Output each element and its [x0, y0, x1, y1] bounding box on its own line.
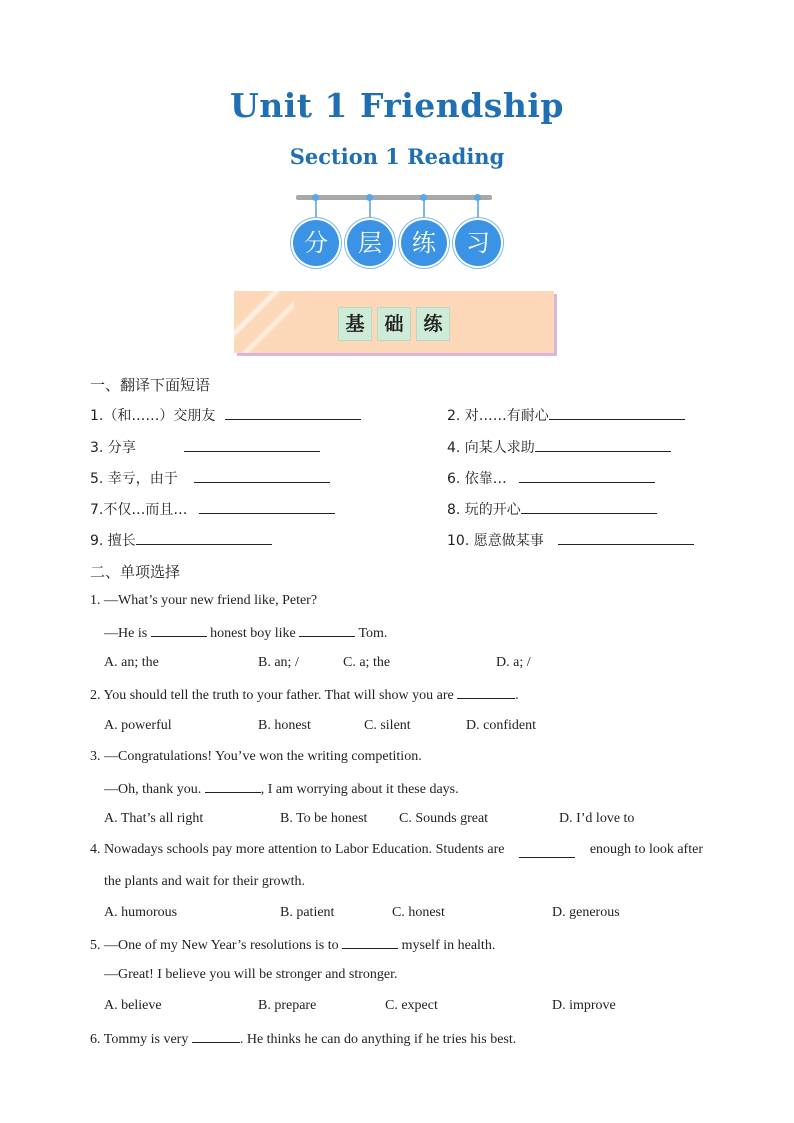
option-d[interactable]: D. improve — [552, 998, 616, 1013]
option-d[interactable]: D. a; / — [496, 655, 531, 670]
option-c[interactable]: C. a; the — [343, 655, 391, 670]
answer-blank[interactable] — [299, 624, 355, 637]
q2-text: 2. You should tell the truth to your father. That will show you are — [90, 688, 454, 703]
phrase-item — [447, 499, 657, 519]
phrase-item — [90, 530, 272, 550]
phrase-item — [447, 468, 655, 488]
answer-blank[interactable] — [192, 1030, 240, 1043]
badge-pin-dot — [366, 194, 373, 201]
phrase-label: 5. 幸亏，由于 — [90, 471, 178, 487]
question-1-line2 — [104, 624, 387, 642]
phrase-item — [90, 405, 361, 425]
badge-fen: 分 — [293, 220, 339, 266]
option-a[interactable]: A. believe — [104, 998, 162, 1013]
question-4-line2: the plants and wait for their growth. — [104, 874, 306, 889]
q5-text-b: myself in health. — [401, 938, 496, 953]
answer-blank[interactable] — [521, 501, 657, 514]
phrase-item — [90, 437, 320, 457]
badge-pin-dot — [420, 194, 427, 201]
answer-blank[interactable] — [457, 686, 515, 699]
option-b[interactable]: B. To be honest — [280, 811, 368, 826]
phrase-label: 7.不仅…而且… — [90, 502, 188, 518]
question-3-line2 — [104, 780, 459, 798]
option-c[interactable]: C. Sounds great — [399, 811, 489, 826]
q6-text-a: 6. Tommy is very — [90, 1032, 189, 1047]
option-b[interactable]: B. an; / — [258, 655, 299, 670]
phrase-item — [90, 499, 335, 519]
option-b[interactable]: B. prepare — [258, 998, 317, 1013]
question-5-stem — [90, 936, 495, 954]
question-1-stem: 1. —What’s your new friend like, Peter? — [90, 593, 318, 608]
option-a[interactable]: A. humorous — [104, 905, 178, 920]
answer-blank[interactable] — [184, 439, 320, 452]
option-a[interactable]: A. That’s all right — [104, 811, 204, 826]
badge-string — [477, 200, 479, 222]
q6-text-b: . He thinks he can do anything if he tries his best. — [239, 1032, 517, 1047]
phrase-label: 4. 向某人求助 — [447, 440, 535, 456]
q5-text-a: 5. —One of my New Year’s resolutions is to — [90, 938, 339, 953]
answer-blank[interactable] — [519, 470, 655, 483]
page-subtitle: Section 1 Reading — [289, 144, 505, 169]
option-b[interactable]: B. honest — [258, 718, 311, 733]
q1-text-a: —He is — [104, 626, 148, 641]
badge-lian: 练 — [401, 220, 447, 266]
option-b[interactable]: B. patient — [280, 905, 335, 920]
phrase-label: 10. 愿意做某事 — [447, 533, 544, 549]
badge-xi: 习 — [455, 220, 501, 266]
phrase-item — [447, 405, 685, 425]
banner-shine — [234, 291, 294, 353]
q3-text-a: —Oh, thank you. — [104, 782, 202, 797]
answer-blank[interactable] — [519, 845, 575, 858]
answer-blank[interactable] — [194, 470, 330, 483]
question-4-stem — [90, 842, 703, 858]
option-a[interactable]: A. an; the — [104, 655, 159, 670]
option-d[interactable]: D. generous — [552, 905, 620, 920]
q1-text-c: Tom. — [358, 626, 388, 641]
answer-blank[interactable] — [558, 532, 694, 545]
q3-text-b: , I am worrying about it these days. — [260, 782, 459, 797]
badge-rail — [296, 195, 492, 200]
question-3-stem: 3. —Congratulations! You’ve won the writing competition. — [90, 749, 422, 764]
phrase-item — [447, 530, 694, 550]
answer-blank[interactable] — [342, 936, 398, 949]
answer-blank[interactable] — [199, 501, 335, 514]
phrase-item — [90, 468, 330, 488]
phrase-label: 3. 分享 — [90, 440, 136, 456]
banner-char-ji: 基 — [338, 307, 372, 341]
badge-string — [369, 200, 371, 222]
badge-pin-dot — [312, 194, 319, 201]
answer-blank[interactable] — [535, 439, 671, 452]
banner-char-chu: 础 — [377, 307, 411, 341]
answer-blank[interactable] — [225, 407, 361, 420]
q1-text-b: honest boy like — [210, 626, 296, 641]
option-c[interactable]: C. expect — [385, 998, 438, 1013]
badge-pin-dot — [474, 194, 481, 201]
answer-blank[interactable] — [136, 532, 272, 545]
option-c[interactable]: C. silent — [364, 718, 411, 733]
answer-blank[interactable] — [151, 624, 207, 637]
question-2-stem: 2. You should tell the truth to your father. That will show you are . — [90, 688, 519, 703]
badge-string — [423, 200, 425, 222]
answer-blank[interactable] — [205, 780, 261, 793]
option-a[interactable]: A. powerful — [104, 718, 172, 733]
part1-heading: 一、翻译下面短语 — [90, 376, 211, 394]
question-5-line2: —Great! I believe you will be stronger and stronger. — [104, 967, 398, 982]
option-d[interactable]: D. confident — [466, 718, 536, 733]
q4-text-a: 4. Nowadays schools pay more attention to Labor Education. Students are — [90, 842, 505, 857]
phrase-label: 2. 对……有耐心 — [447, 408, 549, 424]
part2-heading: 二、单项选择 — [90, 563, 181, 581]
question-6-stem — [90, 1030, 516, 1048]
badge-ceng: 层 — [347, 220, 393, 266]
answer-blank[interactable] — [549, 407, 685, 420]
banner-char-lian: 练 — [416, 307, 450, 341]
option-c[interactable]: C. honest — [392, 905, 445, 920]
badge-string — [315, 200, 317, 222]
page-title: Unit 1 Friendship — [229, 86, 564, 125]
phrase-label: 1.（和……）交朋友 — [90, 408, 216, 424]
q4-text-b: enough to look after — [589, 842, 703, 857]
phrase-label: 9. 擅长 — [90, 533, 136, 549]
phrase-label: 6. 依靠… — [447, 471, 507, 487]
option-d[interactable]: D. I’d love to — [559, 811, 635, 826]
phrase-label: 8. 玩的开心 — [447, 502, 521, 518]
phrase-item — [447, 437, 671, 457]
